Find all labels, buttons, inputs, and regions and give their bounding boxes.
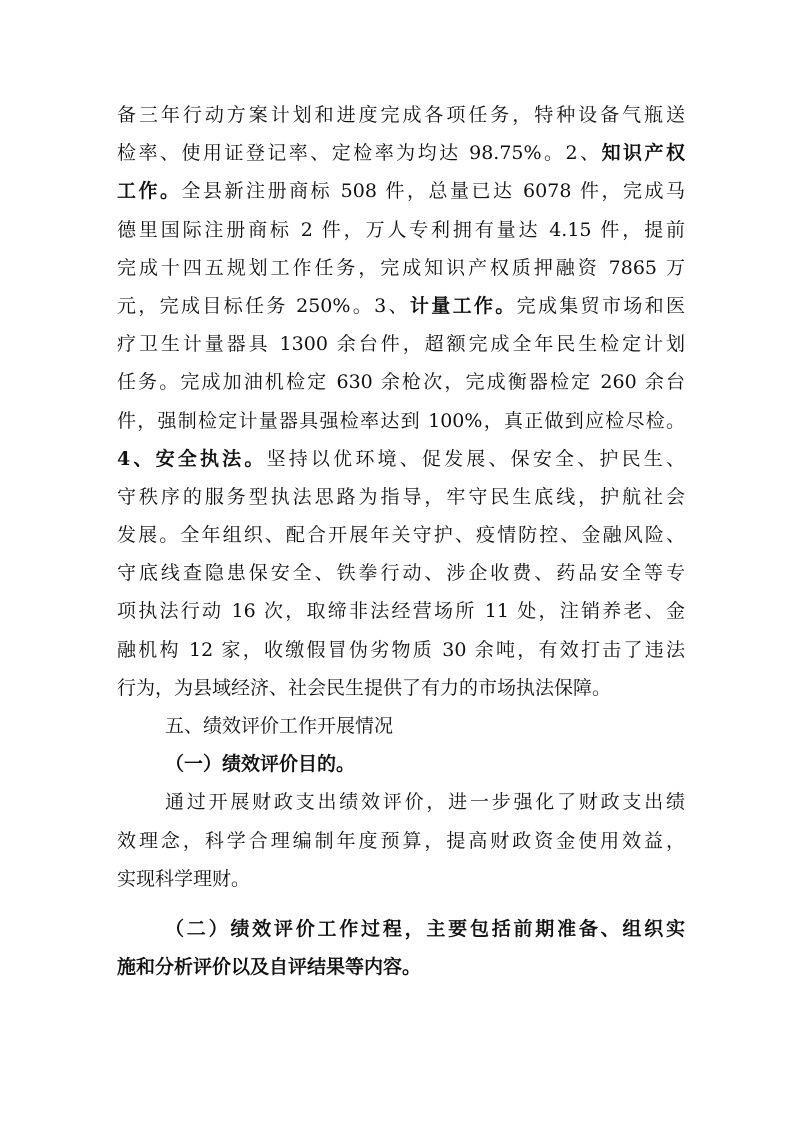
text-line: 工作。全县新注册商标 508 件，总量已达 6078 件，完成马 xyxy=(117,180,685,203)
text-line: 守秩序的服务型执法思路为指导，牢守民生底线，护航社会 xyxy=(117,485,685,508)
text-line: 检率、使用证登记率、定检率为均达 98.75%。2、知识产权 xyxy=(117,142,685,165)
bold-term: 知识产权 xyxy=(601,142,685,165)
text-line: 行为，为县域经济、社会民生提供了有力的市场执法保障。 xyxy=(117,676,612,699)
text-line: 德里国际注册商标 2 件，万人专利拥有量达 4.15 件，提前 xyxy=(117,218,685,241)
text-line: 件，强制检定计量器具强检率达到 100%，真正做到应检尽检。 xyxy=(117,409,685,432)
text-line: 效理念，科学合理编制年度预算，提高财政资金使用效益， xyxy=(117,829,685,852)
subsection-heading: （二）绩效评价工作过程，主要包括前期准备、组织实 xyxy=(165,917,685,940)
text-line: 疗卫生计量器具 1300 余台件，超额完成全年民生检定计划 xyxy=(117,333,685,356)
text-line: 融机构 12 家，收缴假冒伪劣物质 30 余吨，有效打击了违法 xyxy=(117,638,685,661)
text-line: 实现科学理财。 xyxy=(117,867,251,890)
body-text xyxy=(117,96,685,986)
section-heading: 五、绩效评价工作开展情况 xyxy=(165,715,394,737)
text-line: 项执法行动 16 次，取缔非法经营场所 11 处，注销养老、金 xyxy=(117,600,685,623)
text-line: 元，完成目标任务 250%。3、计量工作。完成集贸市场和医 xyxy=(117,294,685,317)
text-line: 发展。全年组织、配合开展年关守护、疫情防控、金融风险、 xyxy=(117,524,685,547)
text-line: 守底线查隐患保安全、铁拳行动、涉企收费、药品安全等专 xyxy=(117,562,685,585)
bold-term: 工作。 xyxy=(117,180,182,203)
text-line: 完成十四五规划工作任务，完成知识产权质押融资 7865 万 xyxy=(117,256,685,279)
text-line: 任务。完成加油机检定 630 余枪次，完成衡器检定 260 余台 xyxy=(117,371,685,394)
subsection-heading: （一）绩效评价目的。 xyxy=(165,753,356,776)
text-line: 备三年行动方案计划和进度完成各项任务，特种设备气瓶送 xyxy=(117,104,685,126)
text-line: 4、安全执法。坚持以优环境、促发展、保安全、护民生、 xyxy=(117,447,685,470)
bold-term: 计量工作。 xyxy=(409,294,517,317)
text-line: 通过开展财政支出绩效评价，进一步强化了财政支出绩 xyxy=(165,791,685,814)
bold-term: 4、安全执法。 xyxy=(117,447,267,470)
subsection-heading: 施和分析评价以及自评结果等内容。 xyxy=(117,956,422,979)
